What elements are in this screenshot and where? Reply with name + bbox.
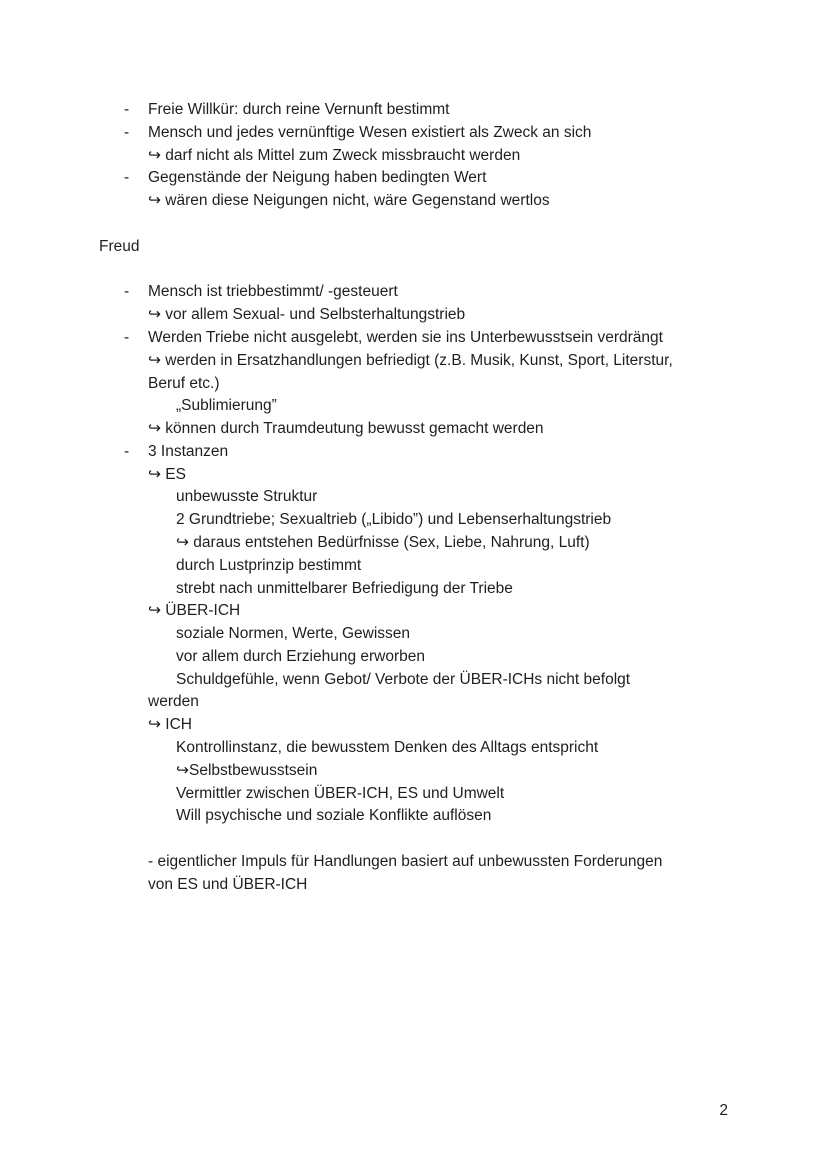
bullet-dash: - xyxy=(124,283,130,300)
section-heading: Freud xyxy=(99,238,140,255)
text-line: Freie Willkür: durch reine Vernunft bestimmt xyxy=(148,101,450,118)
bullet-dash: - xyxy=(124,124,130,141)
text-line: Mensch ist triebbestimmt/ -gesteuert xyxy=(148,283,398,300)
text-line: ↪ wären diese Neigungen nicht, wäre Gegenstand wertlos xyxy=(148,192,550,209)
bullet-dash: - xyxy=(124,169,130,186)
text-line: 3 Instanzen xyxy=(148,443,229,460)
text-line: ↪ ÜBER-ICH xyxy=(148,602,241,619)
text-line: Werden Triebe nicht ausgelebt, werden sie ins Unterbewusstsein verdrängt xyxy=(148,329,663,346)
text-line: ↪ werden in Ersatzhandlungen befriedigt (z.B. Musik, Kunst, Sport, Literstur, xyxy=(148,352,673,369)
text-line: Beruf etc.) xyxy=(148,375,220,392)
text-line: Will psychische und soziale Konflikte auflösen xyxy=(176,807,492,824)
text-line: 2 Grundtriebe; Sexualtrieb („Libido”) und Lebenserhaltungstrieb xyxy=(176,511,612,528)
text-line: unbewusste Struktur xyxy=(176,488,318,505)
text-line: durch Lustprinzip bestimmt xyxy=(176,557,362,574)
text-line: vor allem durch Erziehung erworben xyxy=(176,648,425,665)
text-line: ↪ ICH xyxy=(148,716,192,733)
text-line: Vermittler zwischen ÜBER-ICH, ES und Umwelt xyxy=(176,785,505,802)
text-line: Mensch und jedes vernünftige Wesen existiert als Zweck an sich xyxy=(148,124,592,141)
page-number: 2 xyxy=(719,1102,728,1119)
text-line: soziale Normen, Werte, Gewissen xyxy=(176,625,411,642)
text-line: Schuldgefühle, wenn Gebot/ Verbote der ÜBER-ICHs nicht befolgt xyxy=(176,671,631,688)
text-line: ↪ darf nicht als Mittel zum Zweck missbraucht werden xyxy=(148,147,521,164)
text-line: von ES und ÜBER-ICH xyxy=(148,876,308,893)
text-line: „Sublimierung” xyxy=(176,397,277,414)
text-line: ↪Selbstbewusstsein xyxy=(176,762,318,779)
text-line: werden xyxy=(148,693,199,710)
bullet-dash: - xyxy=(124,101,130,118)
text-line: Kontrollinstanz, die bewusstem Denken des Alltags entspricht xyxy=(176,739,599,756)
text-line: ↪ können durch Traumdeutung bewusst gemacht werden xyxy=(148,420,544,437)
text-line: - eigentlicher Impuls für Handlungen basiert auf unbewussten Forderungen xyxy=(148,853,663,870)
bullet-dash: - xyxy=(124,329,130,346)
text-line: ↪ vor allem Sexual- und Selbsterhaltungstrieb xyxy=(148,306,466,323)
bullet-dash: - xyxy=(124,443,130,460)
text-line: strebt nach unmittelbarer Befriedigung der Triebe xyxy=(176,580,513,597)
text-line: Gegenstände der Neigung haben bedingten Wert xyxy=(148,169,487,186)
text-line: ↪ ES xyxy=(148,466,186,483)
text-line: ↪ daraus entstehen Bedürfnisse (Sex, Liebe, Nahrung, Luft) xyxy=(176,534,590,551)
